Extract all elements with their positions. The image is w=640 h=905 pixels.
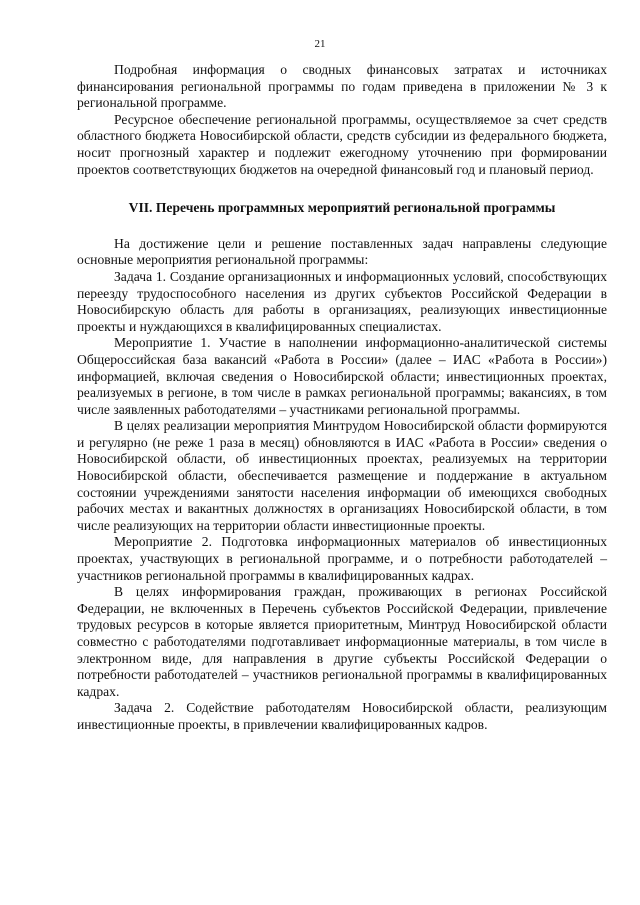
paragraph-task-2: Задача 2. Содействие работодателям Новосибирской области, реализующим инвестиционные проекты, в привлечении квалифицированных кадров.	[77, 700, 607, 732]
paragraph-measure-2-details: В целях информирования граждан, проживающих в регионах Российской Федерации, не включенных в Перечень субъектов Российской Федерации, привлечение трудовых ресурсов в которые является приоритетным, Минтруд Новосибирской области совместно с работодателями подготавливает информационные материалы, в том числе в электронном виде, для направления в другие субъекты Российской Федерации о потребности работодателей – участников региональной программы в квалифицированных кадрах.	[77, 584, 607, 699]
paragraph-resource-provision: Ресурсное обеспечение региональной программы, осуществляемое за счет средств областного бюджета Новосибирской области, средств субсидии из федерального бюджета, носит прогнозный характер и подлежит ежегодному уточнению при формировании проектов соответствующих бюджетов на очередной финансовый год и плановый период.	[77, 111, 607, 177]
paragraph-measure-1: Мероприятие 1. Участие в наполнении информационно-аналитической системы Общероссийская база вакансий «Работа в России» (далее – ИАС «Работа в России») информацией, включая сведения о Новосибирской области; инвестиционных проектах, реализуемых в регионе, в том числе в рамках региональной программы; вакансиях, в том числе заявленных работодателями – участниками региональной программы.	[77, 335, 607, 417]
paragraph-intro: На достижение цели и решение поставленных задач направлены следующие основные мероприятия региональной программы:	[77, 235, 607, 268]
paragraph-measure-1-details: В целях реализации мероприятия Минтрудом Новосибирской области формируются и регулярно (не реже 1 раза в месяц) обновляются в ИАС «Работа в России» сведения о Новосибирской области, об инвестиционных проектах, реализуемых на территории Новосибирской области, обеспечивается размещение и поддержание в актуальном состоянии учреждениями занятости населения информации об имеющихся свободных рабочих местах и вакантных должностях в организациях Новосибирской области, в том числе реализующих на территории области инвестиционные проекты.	[77, 418, 607, 533]
page-number: 21	[314, 38, 326, 50]
paragraph-measure-2: Мероприятие 2. Подготовка информационных материалов об инвестиционных проектах, участвующих в региональной программе, и о потребности работодателей – участников региональной программы в квалифицированных кадрах.	[77, 534, 607, 583]
paragraph-task-1: Задача 1. Создание организационных и информационных условий, способствующих переезду трудоспособного населения из других субъектов Российской Федерации в Новосибирскую область для работы в организациях, реализующих инвестиционные проекты и нуждающихся в квалифицированных специалистах.	[77, 268, 607, 334]
document-body	[77, 62, 607, 734]
section-heading: VII. Перечень программных мероприятий региональной программы	[128, 200, 556, 216]
paragraph-financing-details: Подробная информация о сводных финансовых затратах и источниках финансирования региональной программы по годам приведена в приложении № 3 к региональной программе.	[77, 62, 607, 111]
